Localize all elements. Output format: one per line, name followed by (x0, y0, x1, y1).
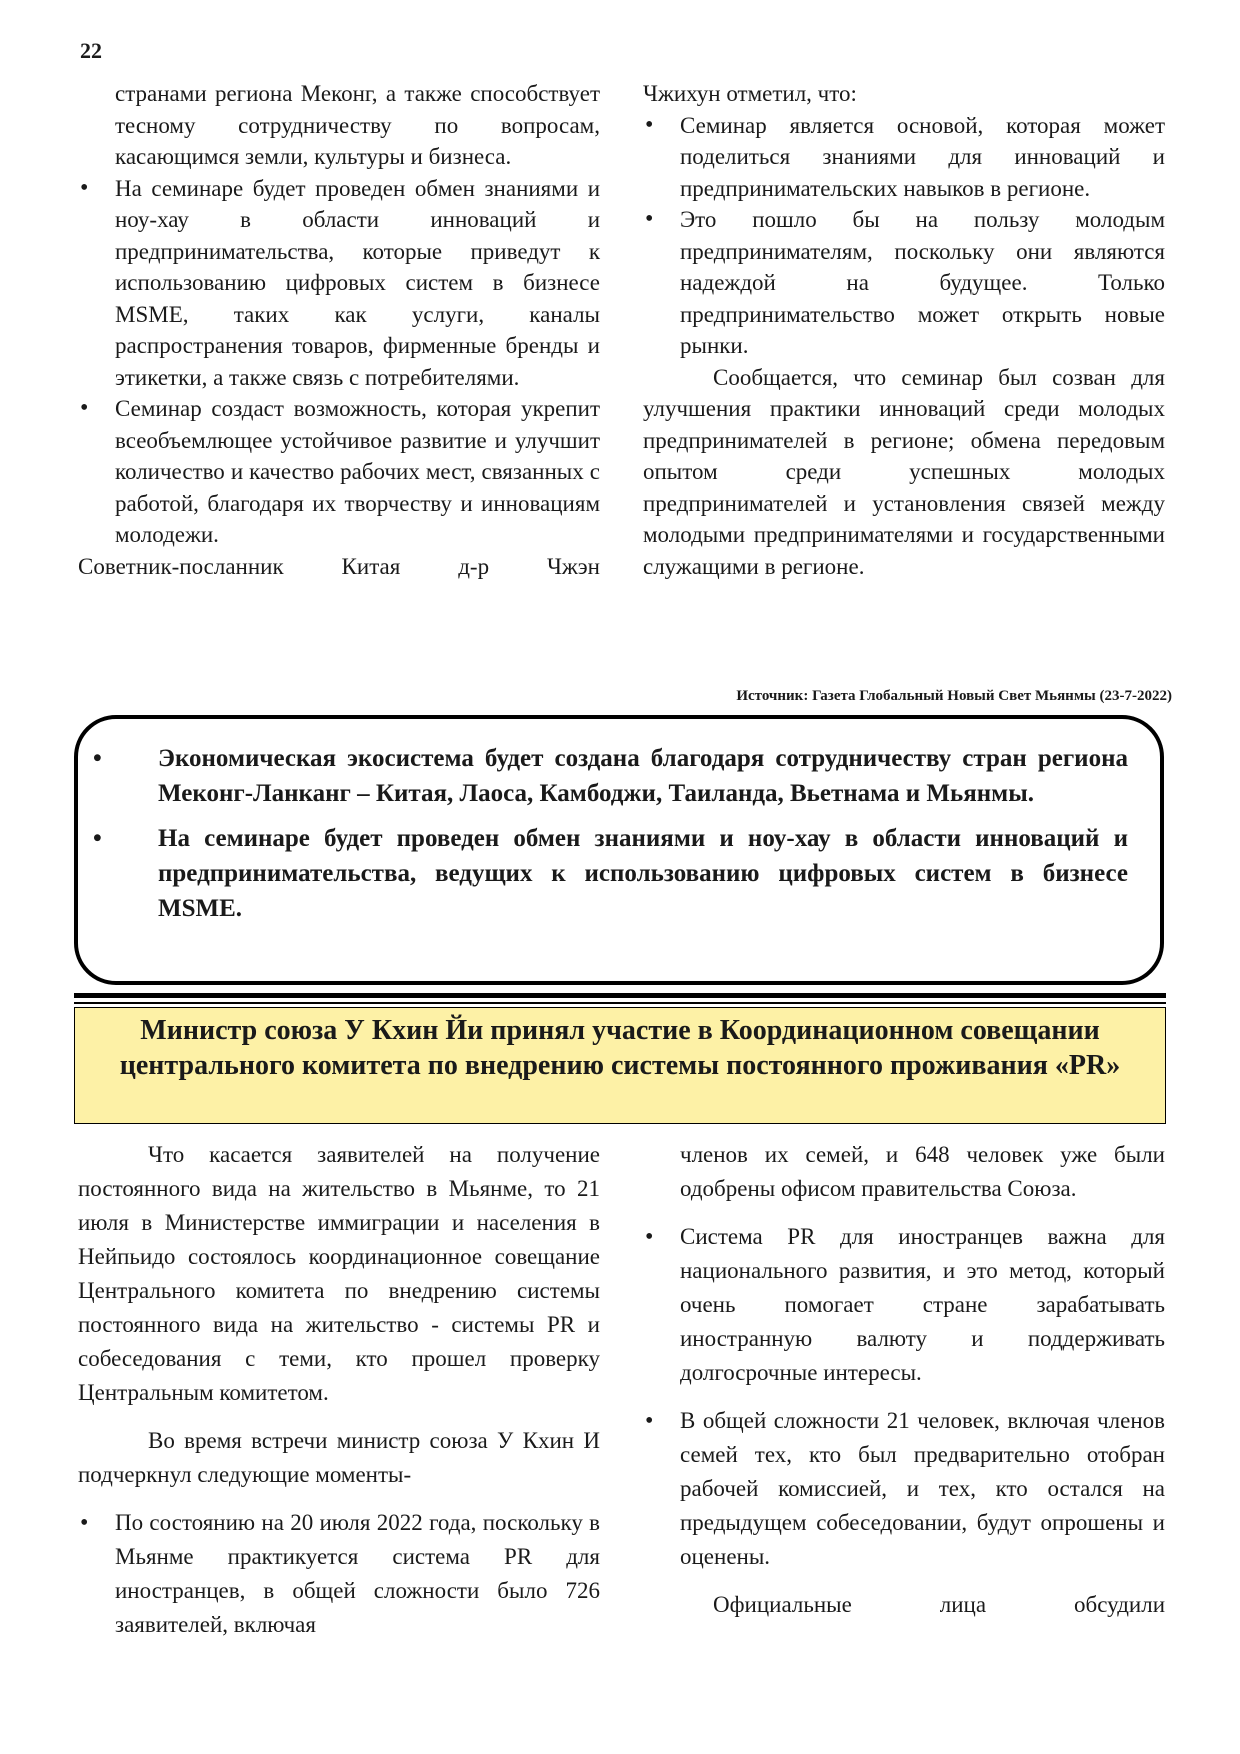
list-item: • В общей сложности 21 человек, включая членов семей тех, кто был предварительно отобран рабочей комиссией, и тех, кто остался на предыдущем собеседовании, будут опрошены и оценены. (643, 1404, 1165, 1574)
article1-right-paragraph: Сообщается, что семинар был созван для улучшения практики инноваций среди молодых предпринимателей в регионе; обмена передовым опытом среди успешных молодых предпринимателей и установления связей между молодыми предпринимателями и государственными служащими в регионе. (643, 364, 1165, 579)
article1-left-column (78, 78, 600, 582)
article1-left-bullets (78, 173, 600, 551)
list-item: • Это пошло бы на пользу молодым предпринимателям, поскольку они являются надеждой на будущее. Только предпринимательство может открыть новые рынки. (643, 204, 1165, 362)
callout-bullets (128, 741, 1128, 936)
article2-left-bullets (78, 1506, 600, 1642)
article2-right-column (643, 1138, 1165, 1636)
source-citation: Источник: Газета Глобальный Новый Свет Мьянмы (23-7-2022) (736, 688, 1172, 704)
page-number: 22 (80, 38, 102, 63)
article1-left-outro: Советник-посланник Китая д-р Чжэн (78, 553, 600, 579)
list-item: • Семинар создаст возможность, которая укрепит всеобъемлющее устойчивое развитие и улучшит количество и качество рабочих мест, связанных с работой, благодаря их творчеству и инновациям молодежи. (78, 393, 600, 551)
article1-right-bullets (643, 110, 1165, 362)
article2-right-outro: Официальные лица обсудили (713, 1592, 1165, 1617)
list-item: • Семинар является основой, которая может поделиться знаниями для инноваций и предпринимательских навыков в регионе. (643, 110, 1165, 205)
article2-left-paragraph-1: Что касается заявителей на получение постоянного вида на жительство в Мьянме, то 21 июля в Министерстве иммиграции и населения в Нейпьидо состоялось координационное совещание Центрального комитета по внедрению системы постоянного вида на жительство - системы PR и собеседования с теми, кто прошел проверку Центральным комитетом. (78, 1142, 600, 1405)
list-item: • По состоянию на 20 июля 2022 года, поскольку в Мьянме практикуется система PR для иностранцев, в общей сложности было 726 заявителей, включая (78, 1506, 600, 1642)
article2-headline: Министр союза У Кхин Йи принял участие в Координационном совещании центрального комитета по внедрению системы постоянного проживания «PR» (74, 1007, 1166, 1124)
article1-right-intro: Чжихун отметил, что: (643, 81, 857, 106)
summary-callout-box (74, 715, 1164, 985)
section-divider (74, 993, 1166, 998)
article2-right-bullets (643, 1220, 1165, 1574)
section-divider-thin (74, 1002, 1166, 1004)
list-item: • Система PR для иностранцев важна для национального развития, и это метод, который очень помогает стране зарабатывать иностранную валюту и поддерживать долгосрочные интересы. (643, 1220, 1165, 1390)
article2-right-intro: членов их семей, и 648 человек уже были одобрены офисом правительства Союза. (680, 1142, 1165, 1201)
article2-left-column (78, 1138, 600, 1656)
list-item: • На семинаре будет проведен обмен знаниями и ноу-хау в области инноваций и предпринимательства, которые приведут к использованию цифровых систем в бизнесе MSME, таких как услуги, каналы распространения товаров, фирменные бренды и этикетки, а также связь с потребителями. (78, 173, 600, 394)
article1-right-column (643, 78, 1165, 582)
article2-left-paragraph-2: Во время встречи министр союза У Кхин И подчеркнул следующие моменты- (78, 1428, 600, 1487)
callout-bullet: • Экономическая экосистема будет создана благодаря сотрудничеству стран региона Меконг-Ланканг – Китая, Лаоса, Камбоджи, Таиланда, Вьетнама и Мьянмы. (128, 741, 1128, 811)
callout-bullet: • На семинаре будет проведен обмен знаниями и ноу-хау в области инноваций и предпринимательства, ведущих к использованию цифровых систем в бизнесе MSME. (128, 821, 1128, 926)
article1-left-intro: странами региона Меконг, а также способствует тесному сотрудничеству по вопросам, касающимся земли, культуры и бизнеса. (115, 81, 600, 169)
